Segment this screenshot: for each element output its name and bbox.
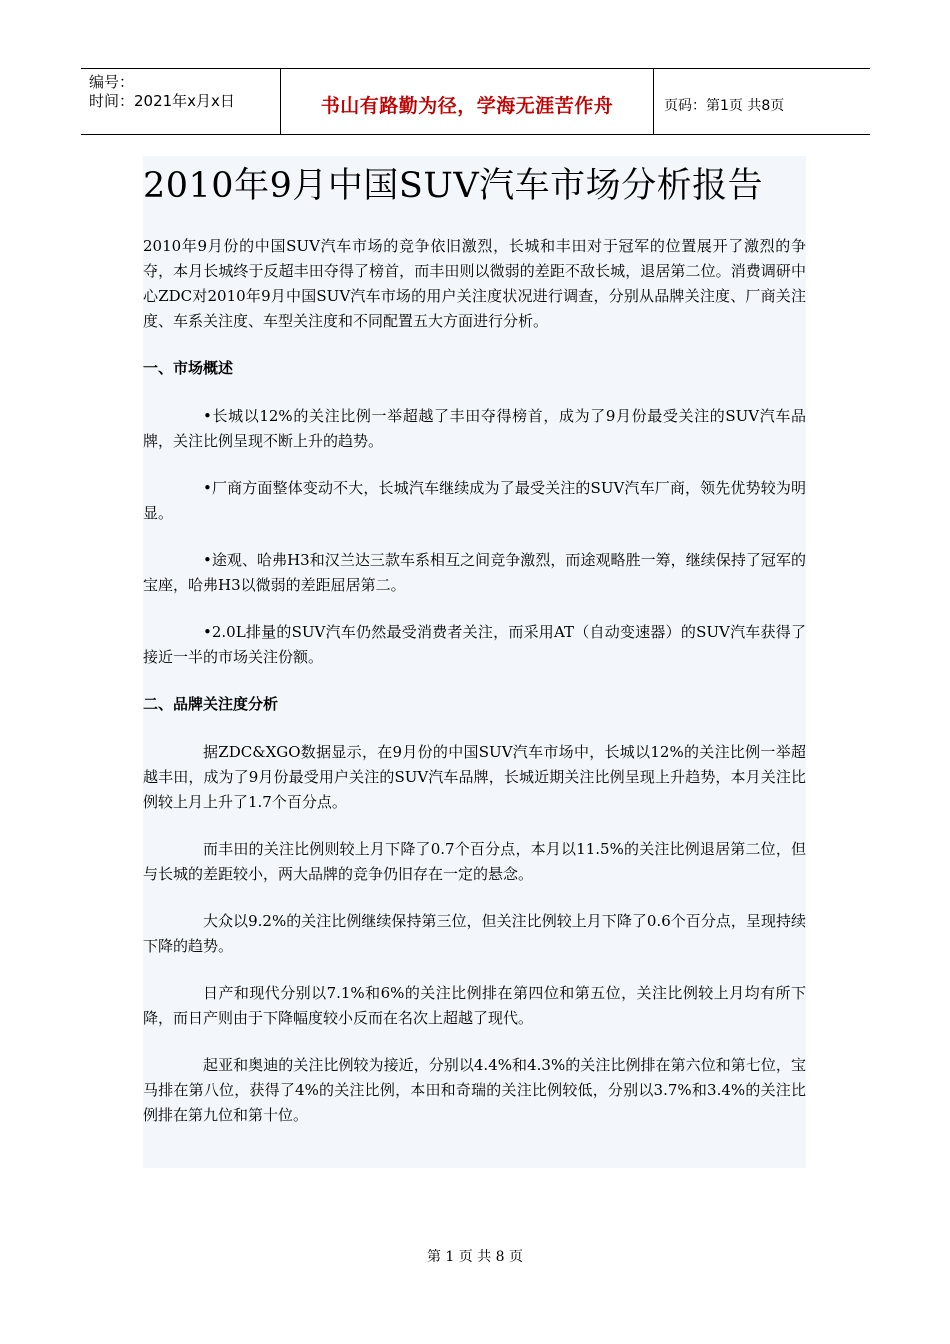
date-line: 时间：2021年x月x日: [89, 92, 235, 110]
bullet-item: •长城以12%的关注比例一举超越了丰田夺得榜首，成为了9月份最受关注的SUV汽车品牌，关注比例呈现不断上升的趋势。: [143, 407, 806, 450]
body-paragraph: 据ZDC&XGO数据显示，在9月份的中国SUV汽车市场中，长城以12%的关注比例一举超越丰田，成为了9月份最受用户关注的SUV汽车品牌，长城近期关注比例呈现上升趋势，本月关注比例较上月上升了1.7个百分点。: [143, 743, 806, 811]
document-body: [143, 156, 806, 1168]
section-heading-market-overview: 一、市场概述: [143, 359, 234, 377]
page-header: [81, 68, 870, 135]
body-paragraph: 而丰田的关注比例则较上月下降了0.7个百分点，本月以11.5%的关注比例退居第二位，但与长城的差距较小，两大品牌的竞争仍旧存在一定的悬念。: [143, 840, 806, 883]
page-footer: 第 1 页 共 8 页: [426, 1249, 524, 1265]
header-page-info: 页码：第1页 共8页: [664, 97, 785, 114]
section-heading-brand-analysis: 二、品牌关注度分析: [143, 695, 279, 713]
intro-paragraph: 2010年9月份的中国SUV汽车市场的竞争依旧激烈，长城和丰田对于冠军的位置展开了激烈的争夺，本月长城终于反超丰田夺得了榜首，而丰田则以微弱的差距不敌长城，退居第二位。消费调研中心ZDC对2010年9月中国SUV汽车市场的用户关注度状况进行调查，分别从品牌关注度、厂商关注度、车系关注度、车型关注度和不同配置五大方面进行分析。: [143, 237, 806, 330]
header-meta: [81, 69, 281, 134]
document-text: [143, 234, 806, 1150]
document-title: 2010年9月中国SUV汽车市场分析报告: [143, 166, 764, 206]
body-paragraph: 起亚和奥迪的关注比例较为接近，分别以4.4%和4.3%的关注比例排在第六位和第七位，宝马排在第八位，获得了4%的关注比例，本田和奇瑞的关注比例较低，分别以3.7%和3.4%的关注比例排在第九位和第十位。: [143, 1056, 806, 1124]
bullet-item: •途观、哈弗H3和汉兰达三款车系相互之间竞争激烈，而途观略胜一筹，继续保持了冠军的宝座，哈弗H3以微弱的差距屈居第二。: [143, 551, 806, 594]
body-paragraph: 大众以9.2%的关注比例继续保持第三位，但关注比例较上月下降了0.6个百分点，呈现持续下降的趋势。: [143, 912, 806, 955]
bullet-item: •2.0L排量的SUV汽车仍然最受消费者关注，而采用AT（自动变速器）的SUV汽车获得了接近一半的市场关注份额。: [143, 623, 806, 666]
bullet-item: •厂商方面整体变动不大，长城汽车继续成为了最受关注的SUV汽车厂商，领先优势较为明显。: [143, 479, 806, 522]
header-motto: 书山有路勤为径，学海无涯苦作舟: [281, 69, 654, 134]
body-paragraph: 日产和现代分别以7.1%和6%的关注比例排在第四位和第五位，关注比例较上月均有所下降，而日产则由于下降幅度较小反而在名次上超越了现代。: [143, 984, 806, 1027]
serial-number-label: 编号：: [89, 73, 135, 91]
